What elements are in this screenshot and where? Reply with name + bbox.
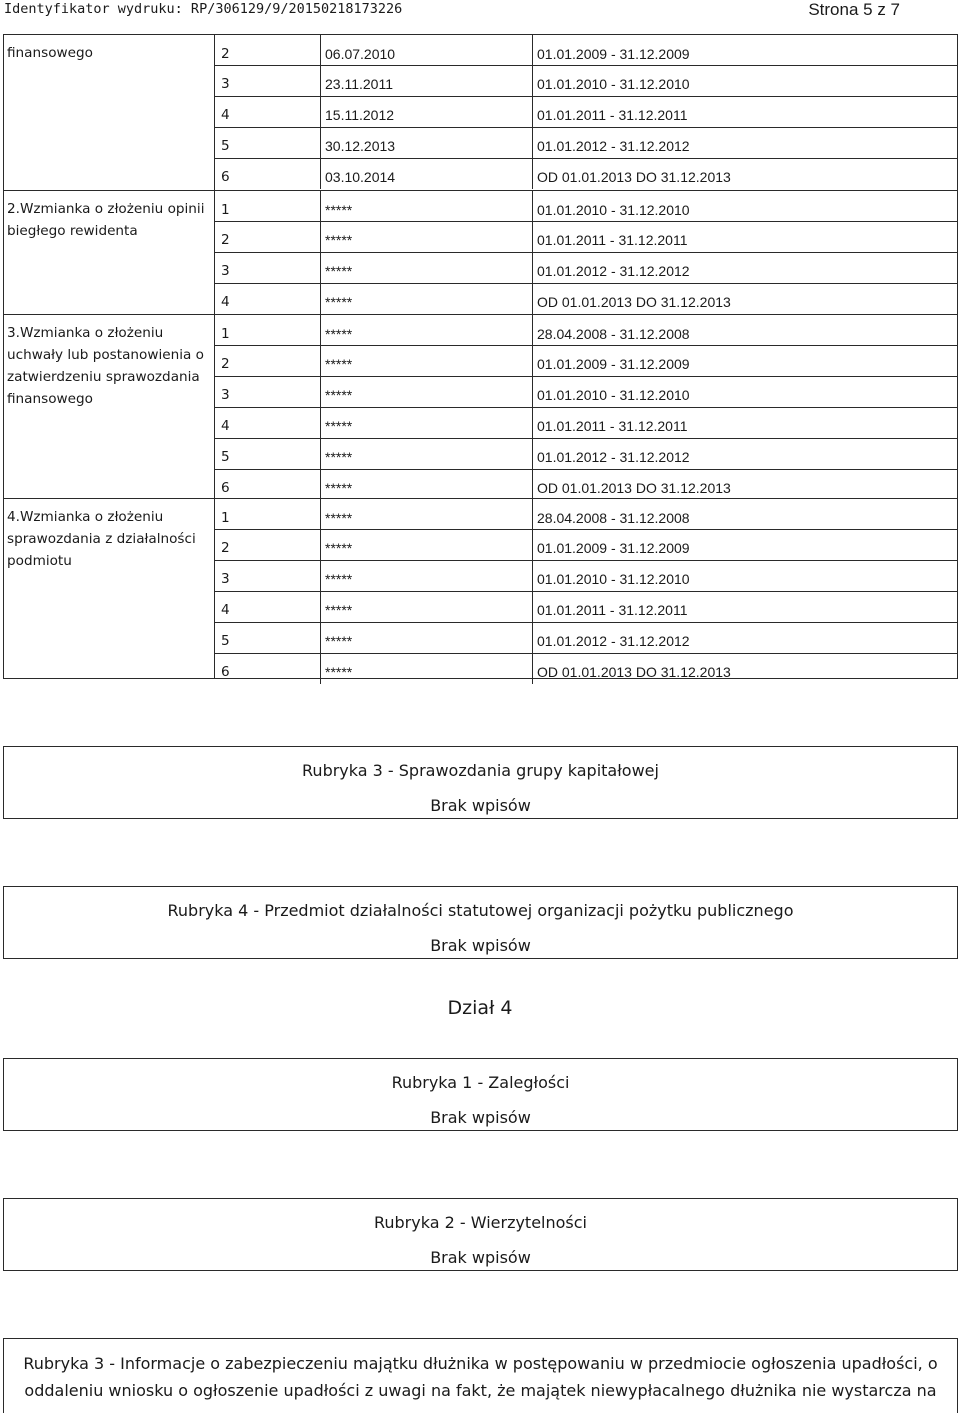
no-entries-text: Brak wpisów: [430, 1108, 531, 1127]
table-row: [215, 65, 957, 96]
table-row: [215, 499, 957, 530]
row-number: 2: [215, 222, 321, 252]
row-number: 1: [215, 191, 321, 222]
row-period: 01.01.2011 - 31.12.2011: [537, 418, 688, 434]
row-number: 4: [215, 408, 321, 438]
table-row: [215, 158, 957, 189]
row-number: 4: [215, 284, 321, 314]
row-value: *****: [321, 284, 533, 314]
rubryka-2-receivables-box: [3, 1198, 958, 1271]
table-row: [215, 191, 957, 222]
rubryka-title-line-2: oddaleniu wniosku o ogłoszenie upadłości z uwagi na fakt, że majątek niewypłacalnego dłużnika nie wystarcza na: [24, 1381, 937, 1400]
row-period: 01.01.2009 - 31.12.2009: [537, 45, 690, 62]
row-value: *****: [321, 253, 533, 283]
row-period: 01.01.2011 - 31.12.2011: [537, 107, 688, 123]
table-row: [215, 653, 957, 684]
page-number: Strona 5 z 7: [808, 0, 900, 19]
row-number: 1: [215, 315, 321, 346]
rubryka-title: Rubryka 2 - Wierzytelności: [373, 1213, 587, 1232]
row-period: 28.04.2008 - 31.12.2008: [537, 509, 690, 526]
rubryka-4-statutory-activity-box: [3, 886, 958, 959]
row-number: 4: [215, 592, 321, 622]
table-row: [215, 221, 957, 252]
row-number: 2: [215, 35, 321, 66]
rubryka-title: Rubryka 3 - Sprawozdania grupy kapitałowej: [302, 761, 659, 780]
table-row: [215, 591, 957, 622]
section-financial-statement-cont: [4, 35, 957, 190]
row-number: 5: [215, 128, 321, 158]
table-row: [215, 345, 957, 376]
row-period: 28.04.2008 - 31.12.2008: [537, 325, 690, 342]
row-value: *****: [321, 561, 533, 591]
table-row: [215, 376, 957, 407]
page-header: [0, 0, 960, 22]
rubryka-title-line-1: Rubryka 3 - Informacje o zabezpieczeniu majątku dłużnika w postępowaniu w przedmiocie ogłoszenia upadłości, o: [23, 1354, 938, 1373]
row-number: 2: [215, 530, 321, 560]
row-number: 5: [215, 439, 321, 469]
row-value: 15.11.2012: [321, 97, 533, 127]
row-number: 3: [215, 66, 321, 96]
section-label: 4.Wzmianka o złożeniu sprawozdania z działalności podmiotu: [4, 499, 215, 678]
rubryka-3-capital-group-box: [3, 746, 958, 819]
row-value: *****: [321, 623, 533, 653]
table-row: [215, 469, 957, 500]
row-number: 6: [215, 159, 321, 189]
row-period: OD 01.01.2013 DO 31.12.2013: [537, 664, 731, 680]
row-number: 6: [215, 654, 321, 684]
rubryka-title: Rubryka 1 - Zaległości: [391, 1073, 570, 1092]
row-number: 6: [215, 470, 321, 500]
table-row: [215, 252, 957, 283]
section-rows: [215, 191, 957, 314]
row-period: 01.01.2011 - 31.12.2011: [537, 602, 688, 618]
row-period: 01.01.2010 - 31.12.2010: [537, 571, 690, 587]
row-value: *****: [321, 377, 533, 407]
rubryka-3-asset-security-box: [3, 1338, 958, 1413]
row-value: *****: [321, 408, 533, 438]
table-row: [215, 438, 957, 469]
section-label: finansowego: [4, 35, 215, 190]
table-row: [215, 622, 957, 653]
row-value: 30.12.2013: [321, 128, 533, 158]
row-period: OD 01.01.2013 DO 31.12.2013: [537, 480, 731, 496]
row-number: 3: [215, 253, 321, 283]
row-value: 06.07.2010: [321, 35, 533, 66]
row-value: 23.11.2011: [321, 66, 533, 96]
table-row: [215, 96, 957, 127]
section-rows: [215, 35, 957, 190]
table-row: [215, 315, 957, 346]
row-period: 01.01.2012 - 31.12.2012: [537, 633, 690, 649]
row-value: *****: [321, 191, 533, 222]
rubryka-title: Rubryka 4 - Przedmiot działalności statutowej organizacji pożytku publicznego: [167, 901, 794, 920]
row-period: 01.01.2009 - 31.12.2009: [537, 540, 690, 556]
section-label: 2.Wzmianka o złożeniu opinii biegłego rewidenta: [4, 191, 215, 314]
row-value: *****: [321, 315, 533, 346]
row-number: 1: [215, 499, 321, 530]
row-period: 01.01.2010 - 31.12.2010: [537, 76, 690, 92]
row-number: 2: [215, 346, 321, 376]
table-row: [215, 283, 957, 314]
row-value: *****: [321, 439, 533, 469]
row-value: *****: [321, 470, 533, 500]
print-identifier: Identyfikator wydruku: RP/306129/9/20150218173226: [4, 1, 403, 17]
row-value: 03.10.2014: [321, 159, 533, 189]
row-period: 01.01.2012 - 31.12.2012: [537, 449, 690, 465]
row-value: *****: [321, 592, 533, 622]
row-period: 01.01.2011 - 31.12.2011: [537, 232, 688, 248]
row-period: OD 01.01.2013 DO 31.12.2013: [537, 169, 731, 185]
section-auditor-opinion: [4, 190, 957, 314]
row-value: *****: [321, 654, 533, 684]
rubryka-1-arrears-box: [3, 1058, 958, 1131]
section-rows: [215, 315, 957, 498]
row-period: 01.01.2010 - 31.12.2010: [537, 387, 690, 403]
row-period: 01.01.2010 - 31.12.2010: [537, 201, 690, 218]
no-entries-text: Brak wpisów: [430, 936, 531, 955]
row-period: 01.01.2012 - 31.12.2012: [537, 263, 690, 279]
no-entries-text: Brak wpisów: [430, 1248, 531, 1267]
row-number: 3: [215, 561, 321, 591]
table-row: [215, 407, 957, 438]
row-number: 4: [215, 97, 321, 127]
no-entries-text: Brak wpisów: [430, 796, 531, 815]
table-row: [215, 127, 957, 158]
row-value: *****: [321, 346, 533, 376]
table-row: [215, 35, 957, 66]
row-number: 3: [215, 377, 321, 407]
row-number: 5: [215, 623, 321, 653]
row-value: *****: [321, 499, 533, 530]
section-approval-resolution: [4, 314, 957, 498]
entries-table: [3, 34, 958, 679]
section-rows: [215, 499, 957, 678]
table-row: [215, 560, 957, 591]
row-period: 01.01.2012 - 31.12.2012: [537, 138, 690, 154]
table-row: [215, 529, 957, 560]
section-label: 3.Wzmianka o złożeniu uchwały lub postanowienia o zatwierdzeniu sprawozdania finansowego: [4, 315, 215, 498]
row-period: OD 01.01.2013 DO 31.12.2013: [537, 294, 731, 310]
row-value: *****: [321, 222, 533, 252]
row-period: 01.01.2009 - 31.12.2009: [537, 356, 690, 372]
section-activity-report: [4, 498, 957, 678]
section-heading-dzial-4: Dział 4: [447, 997, 513, 1019]
row-value: *****: [321, 530, 533, 560]
